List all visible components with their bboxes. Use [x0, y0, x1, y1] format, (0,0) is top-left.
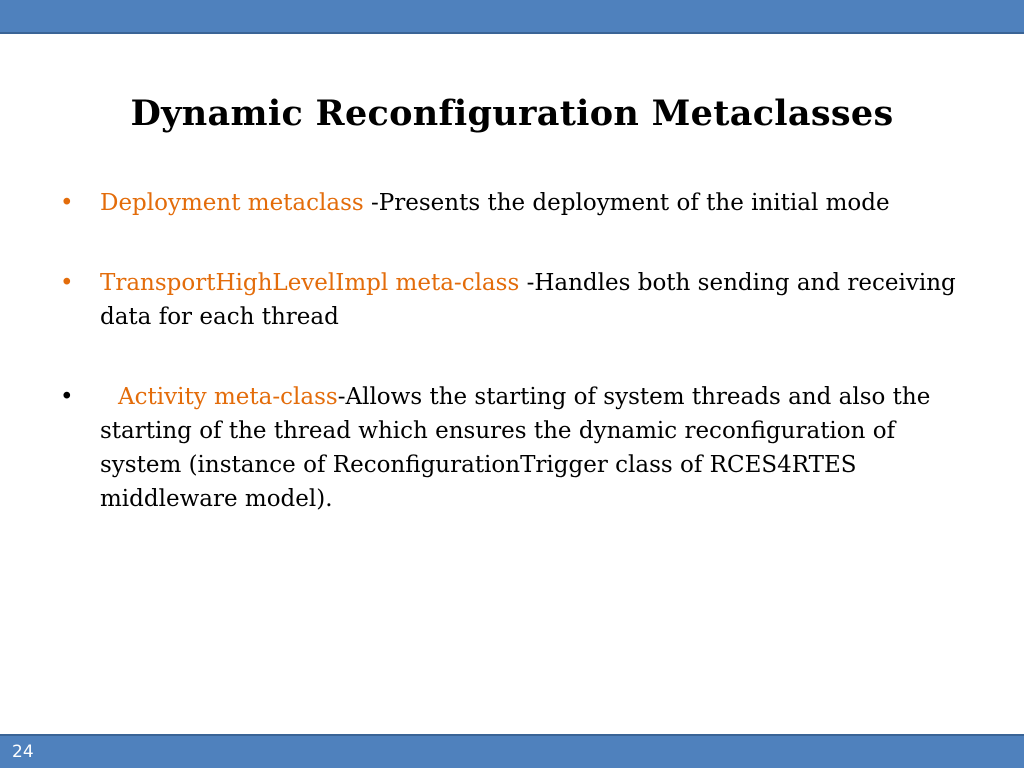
bullet-term: Deployment metaclass — [100, 190, 364, 216]
header-bar — [0, 0, 1024, 34]
bullet-term: Activity meta-class — [118, 384, 338, 410]
bullet-text: -Presents the deployment of the initial mode — [363, 190, 890, 216]
bullet-deployment — [60, 186, 960, 220]
bullet-text: -Allows the starting of system threads and also the starting of the thread which ensures the dynamic reconfiguration of system (instance of ReconfigurationTrigger class of RCES4RTES middleware model). — [100, 384, 931, 512]
bullet-marker: • — [60, 270, 74, 296]
slide-title: Dynamic Reconfiguration Metaclasses — [130, 93, 894, 135]
bullet-marker: • — [60, 384, 74, 410]
bullet-text: -Handles both sending and receiving data for each thread — [100, 270, 956, 330]
bullet-list — [60, 186, 960, 562]
bullet-term: TransportHighLevelImpl meta-class — [100, 270, 520, 296]
bullet-marker: • — [60, 190, 74, 216]
footer-bar — [0, 734, 1024, 768]
bullet-transport — [60, 266, 960, 334]
slide-number: 24 — [12, 742, 34, 762]
bullet-activity — [60, 380, 960, 516]
